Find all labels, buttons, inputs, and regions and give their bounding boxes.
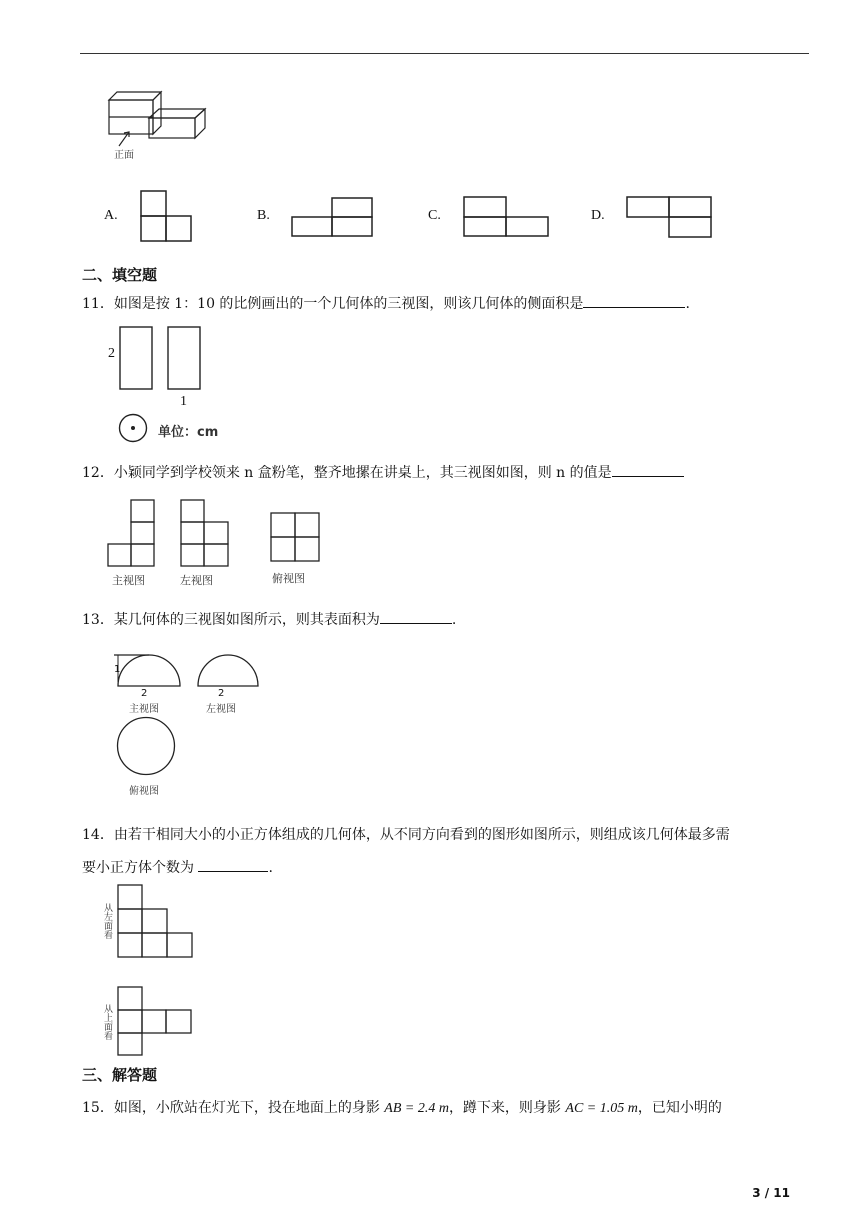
q13-front-view: [112, 652, 184, 688]
q11-views-figure: [118, 326, 203, 390]
answer-blank-13: [380, 609, 452, 624]
q13-left-view: [196, 652, 260, 688]
q13-label-front: 主视图: [129, 704, 159, 715]
option-b-letter: B.: [257, 208, 270, 223]
question-13: 13．某几何体的三视图如图所示，则其表面积为 .: [82, 609, 456, 630]
q11-top-view-circle: [118, 413, 150, 445]
option-a-letter: A.: [104, 208, 118, 223]
page-number: 3 / 11: [752, 1186, 790, 1200]
question-12-text: 12．小颖同学到学校领来 n 盒粉笔，整齐地摞在讲桌上，其三视图如图，则 n 的值是: [82, 465, 612, 481]
q11-width-dim: 1: [180, 394, 187, 409]
front-label: 正面: [114, 150, 134, 161]
question-14-line-1: 14．由若干相同大小的小正方体组成的几何体，从不同方向看到的图形如图所示，则组成该几何体最多需: [82, 827, 730, 843]
question-11: 11．如图是按 1：10 的比例画出的一个几何体的三视图，则该几何体的侧面积是 .: [82, 293, 690, 314]
option-d-letter: D.: [591, 208, 605, 223]
q13-radius-dim: 1: [114, 664, 121, 675]
q11-unit-label: 单位：cm: [158, 425, 219, 440]
q12-front-view: [106, 499, 156, 569]
q12-label-top: 俯视图: [272, 572, 305, 585]
header-rule: [80, 53, 809, 54]
answer-blank-12: [612, 462, 684, 477]
q13-front-width-dim: 2: [141, 688, 148, 699]
q13-top-view: [116, 716, 176, 776]
answer-blank-11: [583, 293, 685, 308]
section-title-answer: 三、解答题: [82, 1066, 158, 1084]
q14-label-left-view: 从左面看: [102, 903, 112, 939]
q12-label-front: 主视图: [112, 574, 145, 587]
option-d-figure: [626, 196, 712, 238]
question-12: [82, 462, 684, 483]
question-14-line-2: 要小正方体个数为 .: [82, 857, 273, 878]
question-15: 15．如图，小欣站在灯光下，投在地面上的身影 AB = 2.4 m，蹲下来，则身影 AC = 1.05 m，已知小明的: [82, 1100, 722, 1116]
q12-top-view: [270, 512, 320, 562]
q11-height-dim: 2: [108, 346, 115, 361]
answer-blank-14: [198, 857, 268, 872]
option-c-figure: [463, 196, 549, 237]
q12-label-left: 左视图: [180, 574, 213, 587]
math-ac: AC = 1.05 m: [565, 1101, 638, 1116]
q13-label-left: 左视图: [206, 704, 236, 715]
math-ab: AB = 2.4 m: [384, 1101, 449, 1116]
section-title-fill-blank: 二、填空题: [82, 266, 158, 284]
option-b-figure: [291, 197, 373, 237]
q14-left-view: [117, 884, 195, 958]
q12-left-view: [179, 499, 231, 569]
q14-top-view: [117, 986, 195, 1056]
question-11-text: 11．如图是按 1：10 的比例画出的一个几何体的三视图，则该几何体的侧面积是: [82, 296, 584, 312]
q13-label-top: 俯视图: [129, 786, 159, 797]
option-c-letter: C.: [428, 208, 441, 223]
question-13-text: 13．某几何体的三视图如图所示，则其表面积为: [82, 612, 380, 628]
option-a-figure: [140, 190, 192, 242]
q13-side-width-dim: 2: [218, 688, 225, 699]
q14-label-top-view: 从上面看: [102, 1004, 112, 1040]
